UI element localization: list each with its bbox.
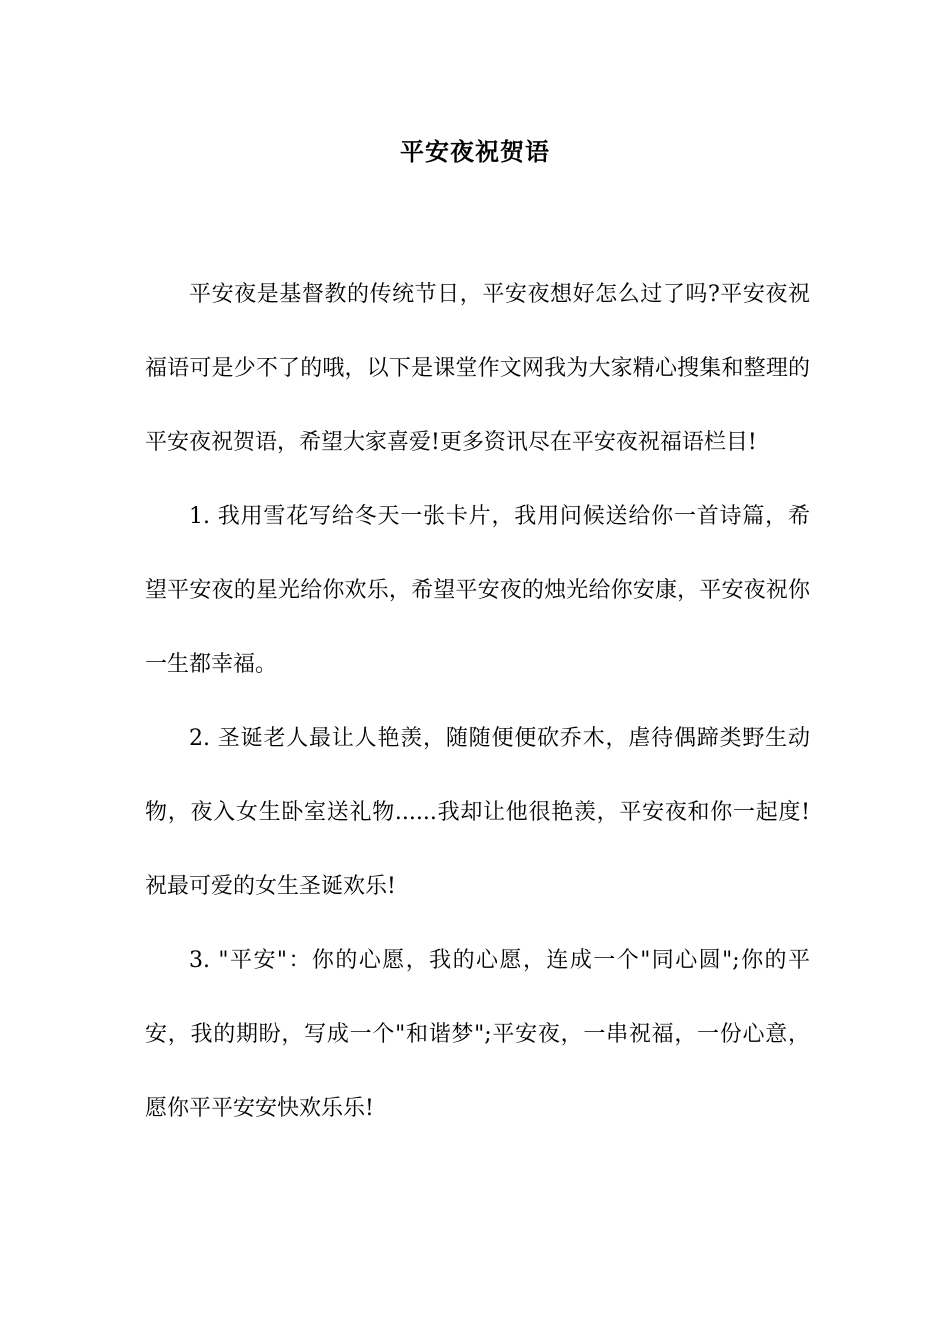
greeting-paragraph-1: 1. 我用雪花写给冬天一张卡片，我用问候送给你一首诗篇，希望平安夜的星光给你欢乐，希望平安夜的烛光给你安康，平安夜祝你一生都幸福。 [145,504,810,677]
greeting-paragraph-3: 3. "平安"：你的心愿，我的心愿，连成一个"同心圆";你的平安，我的期盼，写成一个"和谐梦";平安夜，一串祝福，一份心意，愿你平平安安快欢乐乐! [145,948,810,1121]
document-body [145,258,810,1146]
document-title: 平安夜祝贺语 [400,137,550,166]
intro-paragraph: 平安夜是基督教的传统节日，平安夜想好怎么过了吗?平安夜祝福语可是少不了的哦，以下是课堂作文网我为大家精心搜集和整理的平安夜祝贺语，希望大家喜爱!更多资讯尽在平安夜祝福语栏目! [145,282,810,455]
greeting-paragraph-2: 2. 圣诞老人最让人艳羡，随随便便砍乔木，虐待偶蹄类野生动物，夜入女生卧室送礼物......我却让他很艳羡，平安夜和你一起度!祝最可爱的女生圣诞欢乐! [145,726,810,899]
